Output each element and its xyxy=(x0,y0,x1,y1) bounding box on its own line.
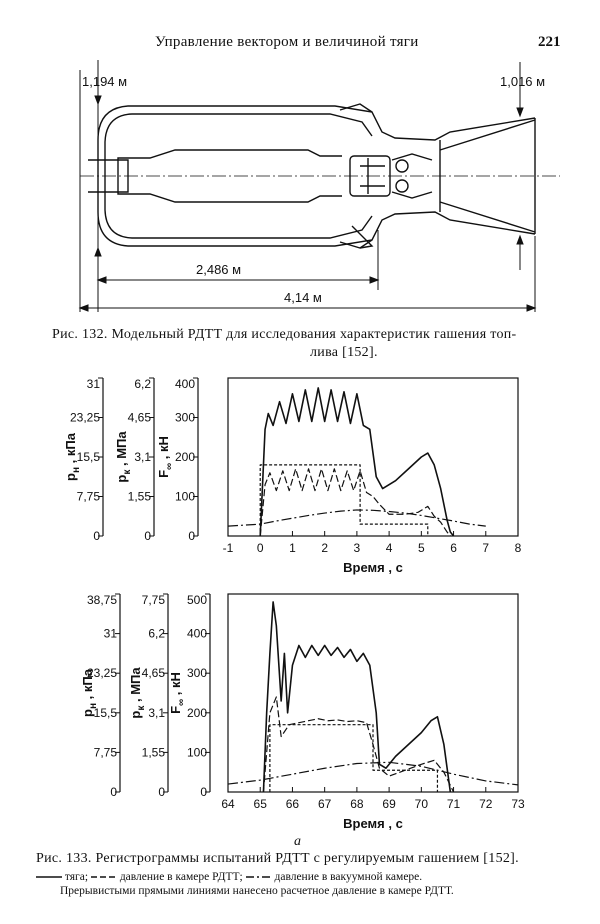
y-tick-label: 23,25 xyxy=(69,410,100,425)
y-tick-label: 23,25 xyxy=(86,666,117,681)
x-tick-label: 8 xyxy=(514,541,522,555)
y-tick-label: 3,1 xyxy=(148,705,165,720)
y-tick-label: 38,75 xyxy=(86,593,117,607)
y-tick-label: 0 xyxy=(158,785,165,799)
legend-thrust: тяга; xyxy=(64,871,89,883)
x-tick-label: 70 xyxy=(414,797,429,811)
running-title: Управление вектором и величиной тяги xyxy=(155,34,419,50)
y-tick-label: 4,65 xyxy=(127,410,151,425)
y-tick-label: 6,2 xyxy=(148,626,165,641)
y-tick-label: 15,5 xyxy=(76,450,100,464)
series-solid xyxy=(260,388,453,536)
y-tick-label: 0 xyxy=(200,785,207,799)
x-tick-label: 4 xyxy=(385,541,393,555)
y-tick-label: 500 xyxy=(186,593,207,607)
legend-solid-swatch xyxy=(36,873,62,881)
y-tick-label: 400 xyxy=(186,626,207,641)
y-tick-label: 0 xyxy=(144,529,151,543)
y-tick-label: 15,5 xyxy=(93,705,117,720)
caption-line-2: лива [152]. xyxy=(310,345,378,360)
page-number: 221 xyxy=(538,34,561,50)
series-dashed xyxy=(260,469,450,536)
x-tick-label: 64 xyxy=(221,797,235,811)
chart-test-2 xyxy=(0,582,600,842)
legend-vacuum: давление в вакуумной камере. xyxy=(274,871,423,883)
subfigure-label: а xyxy=(294,834,301,849)
series-dotted-calculated xyxy=(270,725,438,792)
x-tick-label: 73 xyxy=(511,797,525,811)
y-tick-label: 100 xyxy=(174,489,195,504)
x-tick-label: 2 xyxy=(321,541,329,555)
y-tick-label: 3,1 xyxy=(134,450,151,464)
motor-drawing xyxy=(0,0,600,330)
x-tick-label: 1 xyxy=(289,541,296,555)
y-tick-label: 1,55 xyxy=(127,489,151,504)
legend-line xyxy=(36,870,576,884)
y-tick-label: 400 xyxy=(174,377,195,391)
x-axis-label: Время , с xyxy=(343,560,403,575)
x-tick-label: 69 xyxy=(382,797,396,811)
y-tick-label: 7,75 xyxy=(141,593,165,607)
x-tick-label: 6 xyxy=(450,541,457,555)
x-tick-label: 3 xyxy=(353,541,361,555)
figure-133-note: Прерывистыми прямыми линиями нанесено расчетное давление в камере РДТТ. xyxy=(60,885,454,897)
y-axis-label-2: $F_\infty$ , кН xyxy=(168,672,187,714)
x-tick-label: -1 xyxy=(222,541,234,555)
figure-133-caption: Рис. 133. Регистрограммы испытаний РДТТ с регулируемым гашением [152]. xyxy=(36,851,519,866)
legend-chamber: давление в камере РДТТ; xyxy=(119,871,243,883)
y-tick-label: 200 xyxy=(174,450,195,464)
y-tick-label: 7,75 xyxy=(93,745,117,760)
dim-total-length: 4,14 м xyxy=(284,290,322,305)
x-tick-label: 72 xyxy=(479,797,493,811)
y-tick-label: 6,2 xyxy=(134,377,151,391)
y-tick-label: 300 xyxy=(186,666,207,681)
y-tick-label: 300 xyxy=(174,410,195,425)
legend-dashed-swatch xyxy=(91,873,117,881)
y-axis-label-2: $F_\infty$ , кН xyxy=(156,436,175,478)
y-tick-label: 7,75 xyxy=(76,489,100,504)
series-dashed xyxy=(263,697,453,792)
y-tick-label: 31 xyxy=(103,626,117,641)
legend-dashdot-swatch xyxy=(246,873,272,881)
dim-nozzle-diameter: 1,016 м xyxy=(500,74,546,89)
y-tick-label: 31 xyxy=(86,377,100,391)
y-tick-label: 0 xyxy=(110,785,117,799)
x-tick-label: 66 xyxy=(285,797,300,811)
series-dotted-calculated xyxy=(260,465,428,536)
caption-line-1: Рис. 132. Модельный РДТТ для исследования характеристик гашения топ- xyxy=(52,327,517,342)
y-tick-label: 200 xyxy=(186,705,207,720)
y-axis-label-1: $p_к$ , МПа xyxy=(114,431,133,483)
x-axis-label: Время , с xyxy=(343,816,403,831)
x-tick-label: 67 xyxy=(317,797,332,811)
x-tick-label: 71 xyxy=(446,797,461,811)
dim-exit-diameter: 1,194 м xyxy=(82,74,128,89)
x-tick-label: 5 xyxy=(417,541,425,555)
chart-test-1 xyxy=(0,364,600,586)
x-tick-label: 65 xyxy=(253,797,267,811)
y-tick-label: 0 xyxy=(93,529,100,543)
y-axis-label-1: $p_к$ , МПа xyxy=(128,667,147,719)
y-tick-label: 1,55 xyxy=(141,745,165,760)
y-tick-label: 0 xyxy=(188,529,195,543)
figure-132-caption xyxy=(52,326,572,362)
y-tick-label: 100 xyxy=(186,745,207,760)
y-tick-label: 4,65 xyxy=(141,666,165,681)
y-axis-label-0: $p_н$ , кПа xyxy=(80,669,99,717)
x-tick-label: 7 xyxy=(482,541,490,555)
x-tick-label: 0 xyxy=(256,541,264,555)
y-axis-label-0: $p_н$ , кПа xyxy=(63,433,82,481)
x-tick-label: 68 xyxy=(350,797,364,811)
dim-chamber-length: 2,486 м xyxy=(196,262,242,277)
